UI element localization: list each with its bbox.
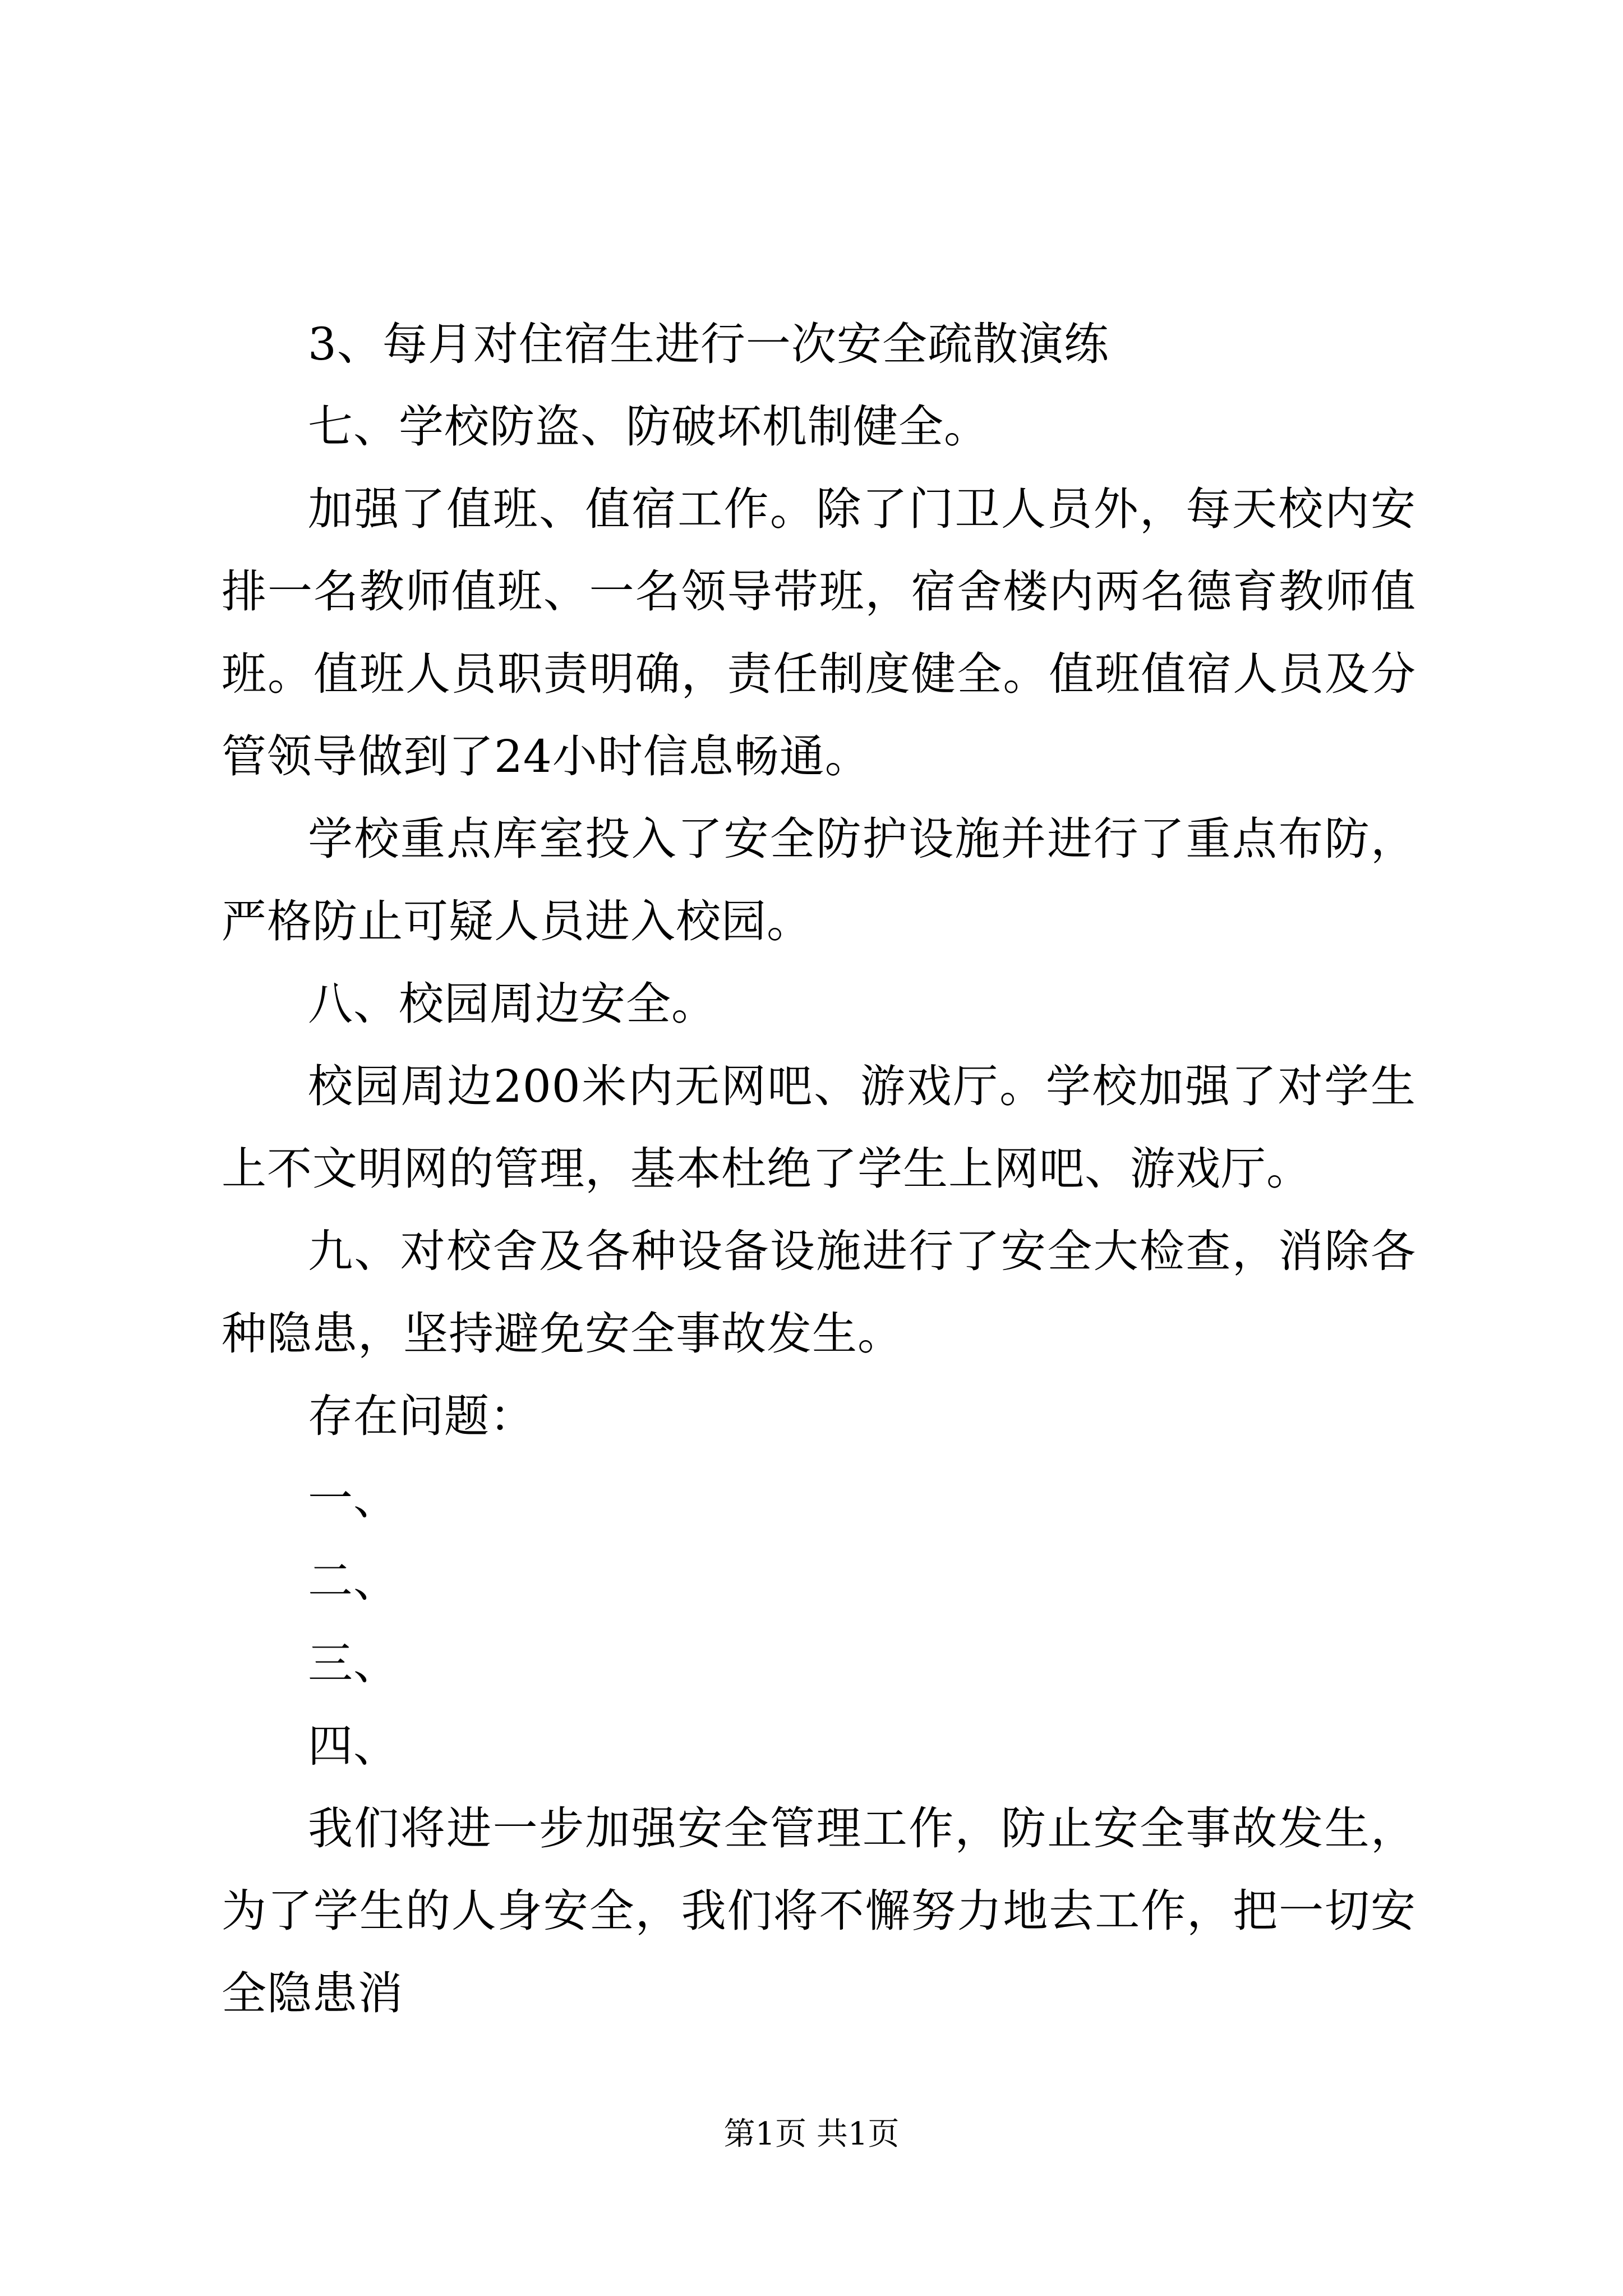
list-item-4: 四、 <box>308 1720 399 1772</box>
heading-inspection: 九、对校舍及各种设备设施进行了安全大检查，消除各种隐患，坚持避免安全事故发生。 <box>222 1225 1416 1360</box>
list-item-2: 二、 <box>308 1555 399 1607</box>
list-item-1: 一、 <box>308 1473 399 1525</box>
paragraph-conclusion: 我们将进一步加强安全管理工作，防止安全事故发生，为了学生的人身安全，我们将不懈努力地去工作，把一切安全隐患消 <box>222 1802 1416 2019</box>
list-item-3: 三、 <box>308 1637 399 1690</box>
paragraph-internet-cafes: 校园周边200米内无网吧、游戏厅。学校加强了对学生上不文明网的管理，基本杜绝了学生上网吧、游戏厅。 <box>222 1060 1416 1195</box>
heading-existing-problems: 存在问题： <box>308 1390 535 1442</box>
heading-campus-surroundings: 八、校园周边安全。 <box>308 978 717 1030</box>
paragraph-duty: 加强了值班、值宿工作。除了门卫人员外，每天校内安排一名教师值班、一名领导带班，宿舍楼内两名德育教师值班。值班人员职责明确，责任制度健全。值班值宿人员及分管领导做到了24小时信息畅通。 <box>222 483 1416 783</box>
paragraph-storage-protection: 学校重点库室投入了安全防护设施并进行了重点布防，严格防止可疑人员进入校园。 <box>222 813 1416 947</box>
document-body <box>222 303 1416 2035</box>
heading-anti-theft: 七、学校防盗、防破坏机制健全。 <box>308 401 989 453</box>
paragraph-drill: 3、每月对住宿生进行一次安全疏散演练 <box>308 318 1109 370</box>
page-footer: 第1页 共1页 <box>723 2116 900 2152</box>
